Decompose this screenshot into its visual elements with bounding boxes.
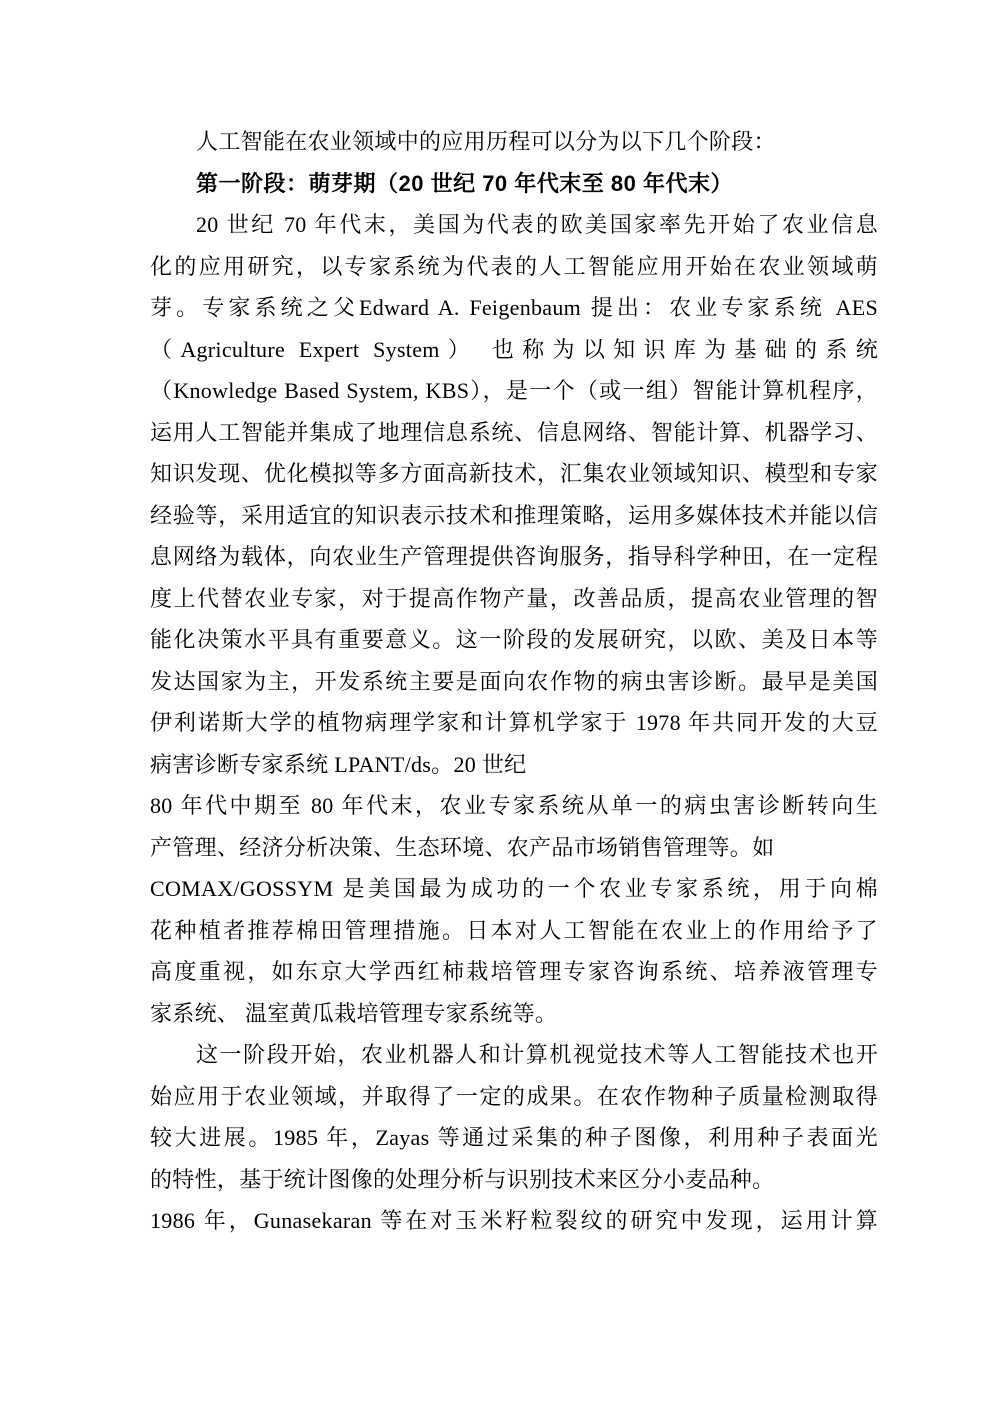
text-line: 80 年代中期至 80 年代末，农业专家系统从单一的病虫害诊断转向生 (150, 793, 878, 818)
text-line: （Knowledge Based System, KBS），是一个（或一组）智能计算机程序， (150, 378, 878, 403)
text-line: 知识发现、优化模拟等多方面高新技术，汇集农业领域知识、模型和专家 (150, 461, 878, 486)
text-line: 始应用于农业领域，并取得了一定的成果。在农作物种子质量检测取得 (150, 1083, 878, 1109)
text-line: 息网络为载体，向农业生产管理提供咨询服务，指导科学种田，在一定程 (150, 544, 878, 569)
text-line: 能化决策水平具有重要意义。这一阶段的发展研究，以欧、美及日本等 (150, 627, 878, 652)
text-line: 度上代替农业专家，对于提高作物产量，改善品质，提高农业管理的智 (150, 585, 878, 611)
text-line: 芽。专家系统之父Edward A. Feigenbaum 提出：农业专家系统 AES (150, 295, 878, 320)
text-line: 产管理、经济分析决策、生态环境、农产品市场销售管理等。如 (150, 834, 775, 860)
text-line: 运用人工智能并集成了地理信息系统、信息网络、智能计算、机器学习、 (150, 419, 878, 445)
text-line: 的特性，基于统计图像的处理分析与识别技术来区分小麦品种。 (150, 1166, 775, 1192)
text-line: COMAX/GOSSYM 是美国最为成功的一个农业专家系统，用于向棉 (150, 876, 878, 901)
text-line: 经验等，采用适宜的知识表示技术和推理策略，运用多媒体技术并能以信 (150, 502, 878, 528)
text-line: 发达国家为主，开发系统主要是面向农作物的病虫害诊断。最早是美国 (150, 668, 878, 694)
text-line: 家系统、 温室黄瓜栽培管理专家系统等。 (150, 1000, 558, 1026)
text-line: 花种植者推荐棉田管理措施。日本对人工智能在农业上的作用给予了 (150, 917, 878, 943)
text-line: 这一阶段开始，农业机器人和计算机视觉技术等人工智能技术也开 (196, 1042, 878, 1067)
text-line: 1986 年，Gunasekaran 等在对玉米籽粒裂纹的研究中发现，运用计算 (150, 1208, 878, 1233)
document-body (150, 121, 878, 1242)
heading-line: 第一阶段：萌芽期（20 世纪 70 年代末至 80 年代末） (196, 170, 733, 196)
text-line: 较大进展。1985 年，Zayas 等通过采集的种子图像，利用种子表面光 (150, 1125, 878, 1150)
text-line: 高度重视，如东京大学西红柿栽培管理专家咨询系统、培养液管理专 (150, 959, 878, 984)
text-line: 人工智能在农业领域中的应用历程可以分为以下几个阶段： (196, 129, 776, 154)
text-line: （Agriculture Expert System） 也称为以知识库为基础的系统 (150, 336, 878, 362)
text-line: 20 世纪 70 年代末，美国为代表的欧美国家率先开始了农业信息 (196, 212, 878, 237)
text-line: 化的应用研究，以专家系统为代表的人工智能应用开始在农业领域萌 (150, 253, 878, 279)
text-line: 伊利诺斯大学的植物病理学家和计算机学家于 1978 年共同开发的大豆 (150, 710, 878, 735)
text-line: 病害诊断专家系统 LPANT/ds。20 世纪 (150, 751, 527, 777)
